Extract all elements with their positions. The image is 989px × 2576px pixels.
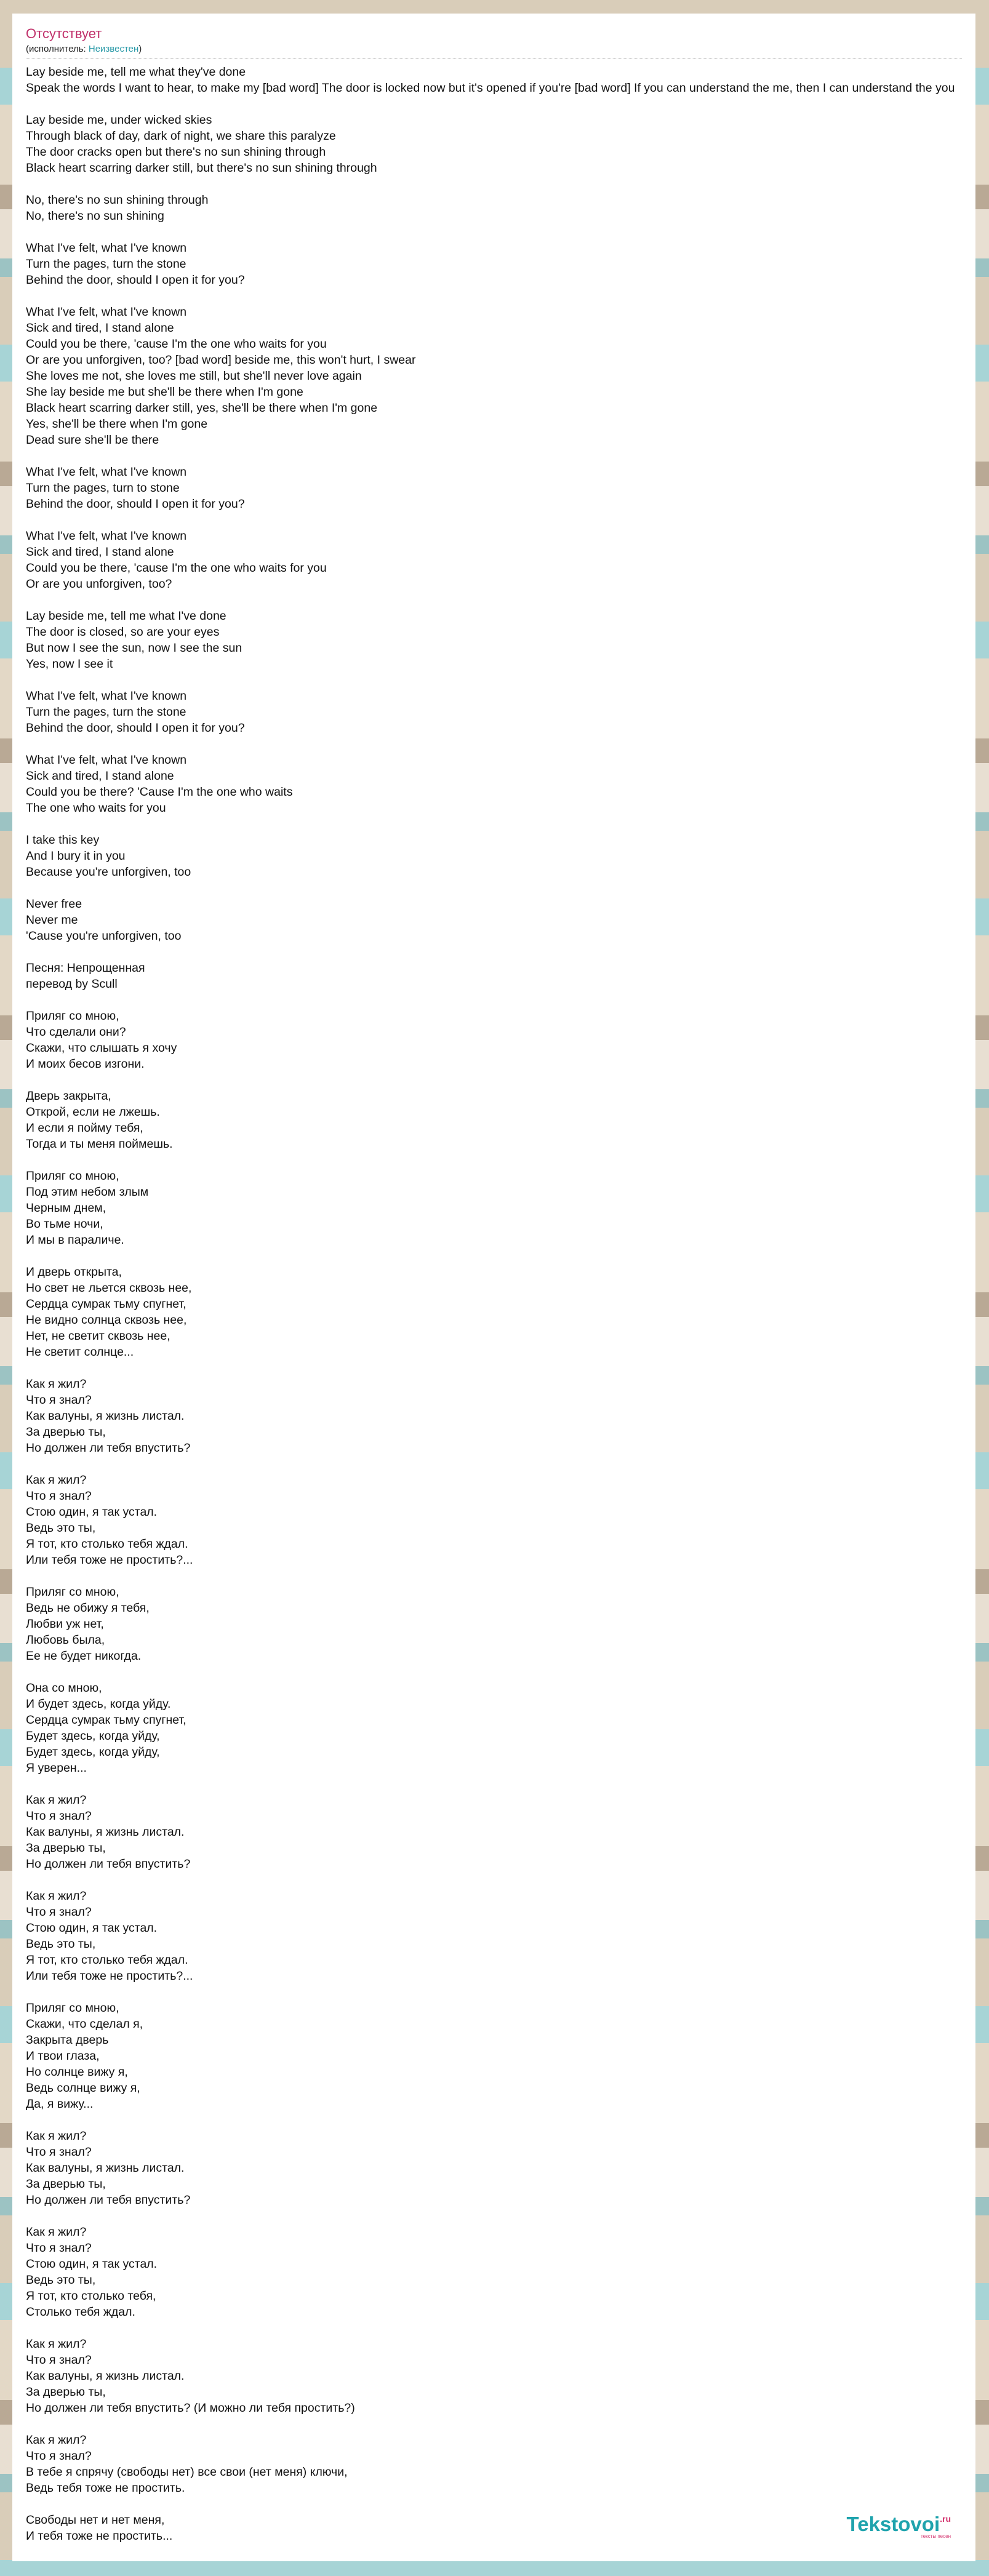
song-title: Отсутствует [26, 26, 102, 41]
artist-suffix: ) [138, 44, 142, 54]
logo-tld: .ru [940, 2514, 951, 2524]
site-logo[interactable] [847, 2514, 951, 2539]
logo-wordmark [847, 2514, 951, 2535]
lyrics-text: Lay beside me, tell me what they've done Speak the words I want to hear, to make my [bad word] The door is locked now but it's opened if you're [bad word] If you can understand the me, then I can understand the you Lay beside me, under wicked skies Through black of day, dark of night, we share this paralyze The door cracks open but there's no sun shining through Black heart scarring darker still, but there's no sun shining through No, there's no sun shining through No, there's no sun shining What I've felt, what I've known Turn the pages, turn the stone Behind the door, should I open it for you? What I've felt, what I've known Sick and tired, I stand alone Could you be there, 'cause I'm the one who waits for you Or are you unforgiven, too? [bad word] beside me, this won't hurt, I swear She loves me not, she loves me still, but she'll never love again She lay beside me but she'll be there when I'm gone Black heart scarring darker still, yes, she'll be there when I'm gone Yes, she'll be there when I'm gone Dead sure she'll be there What I've felt, what I've known Turn the pages, turn to stone Behind the door, should I open it for you? What I've felt, what I've known Sick and tired, I stand alone Could you be there, 'cause I'm the one who waits for you Or are you unforgiven, too? Lay beside me, tell me what I've done The door is closed, so are your eyes But now I see the sun, now I see the sun Yes, now I see it What I've felt, what I've known Turn the pages, turn the stone Behind the door, should I open it for you? What I've felt, what I've known Sick and tired, I stand alone Could you be there? 'Cause I'm the one who waits The one who waits for you I take this key And I bury it in you Because you're unforgiven, too Never free Never me 'Cause you're unforgiven, too Песня: Непрощенная перевод by Scull Приляг со мною, Что сделали они? Скажи, что слышать я хочу И моих бесов изгони. Дверь закрыта, Открой, если не лжешь. И если я пойму тебя, Тогда и ты меня поймешь. Приляг со мною, Под этим небом злым Черным днем, Во тьме ночи, И мы в параличе. И дверь открыта, Но свет не льется сквозь нее, Сердца сумрак тьму спугнет, Не видно солнца сквозь нее, Нет, не светит сквозь нее, Не светит солнце... Как я жил? Что я знал? Как валуны, я жизнь листал. За дверью ты, Но должен ли тебя впустить? Как я жил? Что я знал? Стою один, я так устал. Ведь это ты, Я тот, кто столько тебя ждал. Или тебя тоже не простить?... Приляг со мною, Ведь не обижу я тебя, Любви уж нет, Любовь была, Ее не будет никогда. Она со мною, И будет здесь, когда уйду. Сердца сумрак тьму спугнет, Будет здесь, когда уйду, Будет здесь, когда уйду, Я уверен... Как я жил? Что я знал? Как валуны, я жизнь листал. За дверью ты, Но должен ли тебя впустить? Как я жил? Что я знал? Стою один, я так устал. Ведь это ты, Я тот, кто столько тебя ждал. Или тебя тоже не простить?... Приляг со мною, Скажи, что сделал я, Закрыта дверь И твои глаза, Но солнце вижу я, Ведь солнце вижу я, Да, я вижу... Как я жил? Что я знал? Как валуны, я жизнь листал. За дверью ты, Но должен ли тебя впустить? Как я жил? Что я знал? Стою один, я так устал. Ведь это ты, Я тот, кто столько тебя, Столько тебя ждал. Как я жил? Что я знал? Как валуны, я жизнь листал. За дверью ты, Но должен ли тебя впустить? (И можно ли тебя простить?) Как я жил? Что я знал? В тебе я спрячу (свободы нет) все свои (нет меня) ключи, Ведь тебя тоже не простить. Свободы нет и нет меня, И тебя тоже не простить... [26, 65, 955, 2543]
artist-prefix: (исполнитель: [26, 44, 89, 54]
song-header [26, 26, 962, 58]
artist-link[interactable]: Неизвестен [88, 44, 139, 54]
logo-tagline: тексты песен [921, 2534, 951, 2539]
lyrics-page [12, 14, 975, 2561]
logo-main-text: Tekstovoi [846, 2513, 940, 2535]
artist-line [26, 43, 962, 55]
